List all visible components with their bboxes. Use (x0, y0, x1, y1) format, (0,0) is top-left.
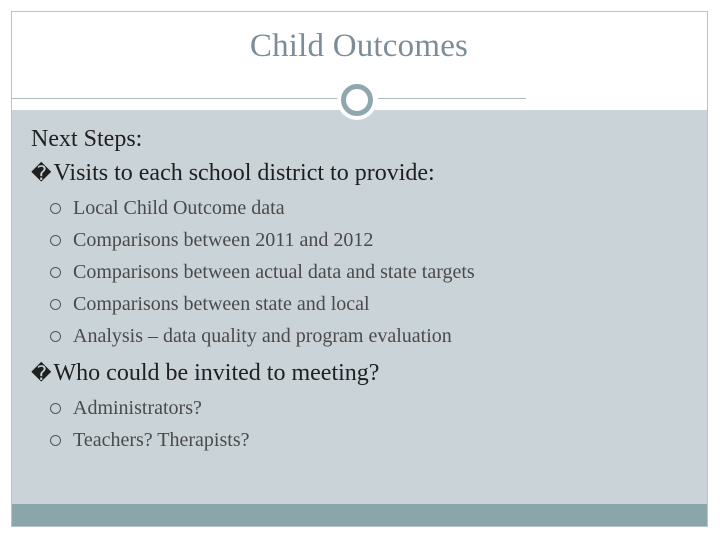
list-item (31, 320, 691, 352)
sub-list (31, 392, 691, 456)
section-item (31, 356, 691, 390)
slide-title: Child Outcomes (249, 28, 469, 64)
list-item-text: Comparisons between actual data and state targets (73, 261, 475, 283)
ring-icon (341, 84, 373, 116)
circle-bullet-icon (50, 267, 61, 278)
list-item (31, 288, 691, 320)
list-item-text: Local Child Outcome data (73, 197, 285, 219)
list-item (31, 424, 691, 456)
section-label: Who could be invited to meeting? (53, 360, 380, 386)
title-divider-right (378, 98, 526, 99)
square-bullet-icon: � (31, 161, 52, 185)
circle-bullet-icon (50, 403, 61, 414)
section-item (31, 156, 691, 190)
list-item-text: Administrators? (73, 397, 202, 419)
list-item (31, 392, 691, 424)
circle-bullet-icon (50, 203, 61, 214)
list-item-text: Comparisons between 2011 and 2012 (73, 229, 374, 251)
footer-bar (12, 504, 707, 526)
list-item-text: Comparisons between state and local (73, 293, 370, 315)
title-divider-left (12, 98, 342, 99)
list-item (31, 224, 691, 256)
circle-bullet-icon (50, 435, 61, 446)
square-bullet-icon: � (31, 361, 52, 385)
slide-body (31, 122, 691, 460)
ring-badge (337, 80, 377, 120)
sub-list (31, 192, 691, 352)
list-item-text: Analysis – data quality and program evaluation (73, 325, 452, 347)
circle-bullet-icon (50, 235, 61, 246)
list-item-text: Teachers? Therapists? (73, 429, 250, 451)
circle-bullet-icon (50, 331, 61, 342)
list-item (31, 256, 691, 288)
next-steps-heading: Next Steps: (31, 126, 143, 152)
section-label: Visits to each school district to provide: (53, 160, 435, 186)
list-item (31, 192, 691, 224)
circle-bullet-icon (50, 299, 61, 310)
